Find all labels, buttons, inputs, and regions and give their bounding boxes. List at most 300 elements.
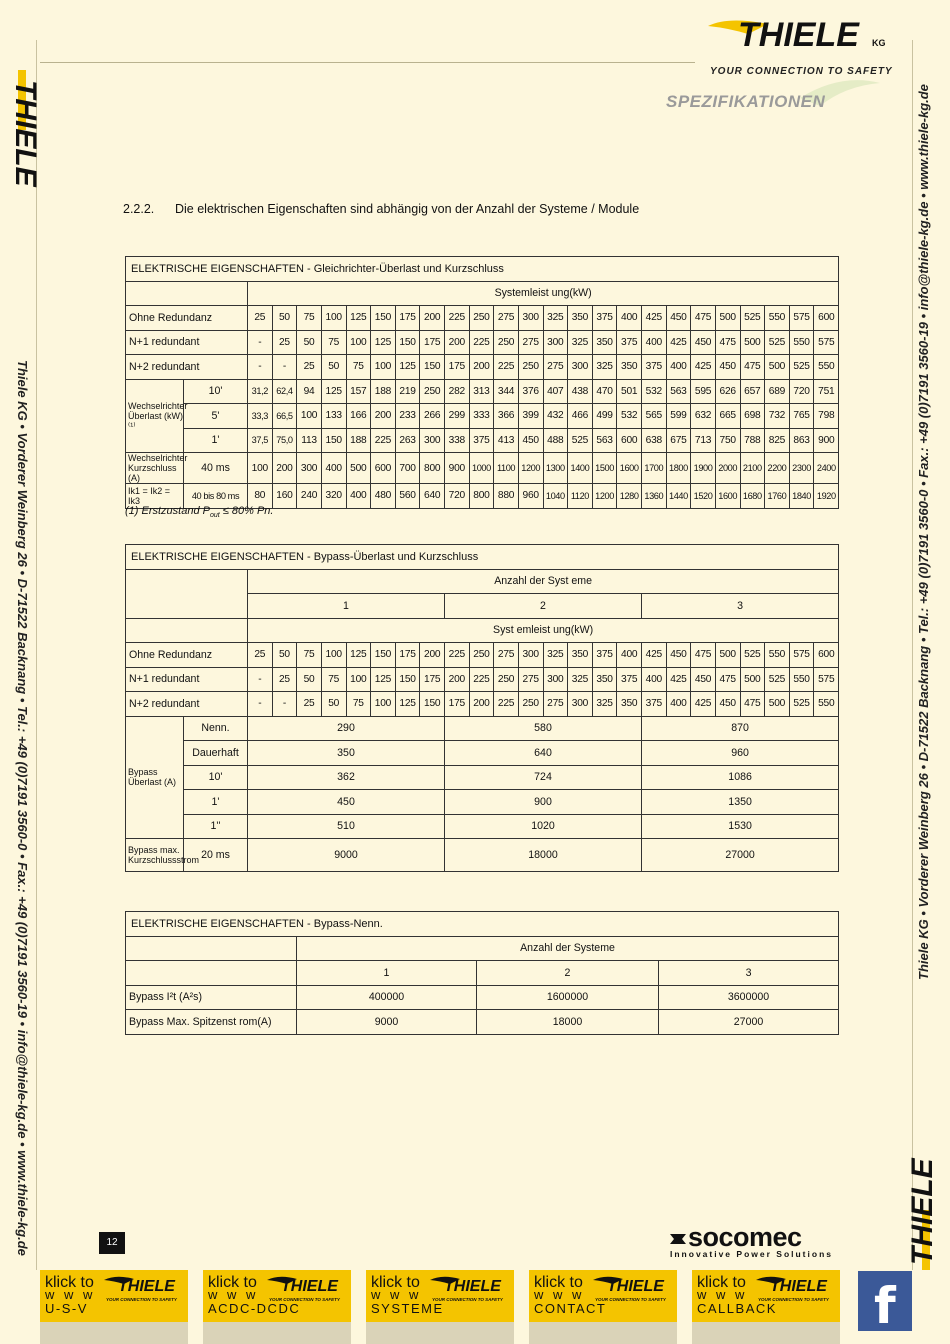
button-label: U-S-V: [45, 1301, 88, 1316]
table-cell: 425: [642, 306, 667, 331]
table-cell: 1040: [543, 484, 568, 509]
row-label: 5': [184, 404, 248, 429]
nav-button-u-s-v[interactable]: [40, 1270, 188, 1330]
table-row: [126, 985, 839, 1010]
table-cell: 500: [765, 355, 790, 380]
table-cell: 399: [518, 404, 543, 429]
table-cell: 225: [469, 667, 494, 692]
brand-text: THIELE: [738, 16, 859, 54]
nav-button-callback[interactable]: [692, 1270, 840, 1330]
table-cell: 600: [371, 453, 396, 484]
table-cell: 575: [814, 330, 839, 355]
system-count: 2: [445, 594, 642, 619]
table-cell: 638: [642, 428, 667, 453]
table-cell: 133: [321, 404, 346, 429]
table-cell: 525: [765, 330, 790, 355]
table-row: [126, 716, 839, 741]
table-cell: 25: [297, 692, 322, 717]
table-cell: 450: [715, 692, 740, 717]
table-cell: 50: [321, 692, 346, 717]
table-cell: 400: [666, 355, 691, 380]
table-header-row: [126, 618, 839, 643]
table-header-row: [126, 961, 839, 986]
socomec-logo-mark: [668, 1230, 690, 1248]
table-cell: 62,4: [272, 379, 297, 404]
table-cell: 575: [789, 643, 814, 668]
bypass-overload-label: Bypass Überlast (A): [126, 716, 184, 839]
facebook-button[interactable]: [858, 1271, 912, 1335]
table-cell: 350: [592, 330, 617, 355]
table-cell: 480: [371, 484, 396, 509]
table-cell: 500: [765, 692, 790, 717]
table-cell: 2000: [715, 453, 740, 484]
table-cell: 1000: [469, 453, 494, 484]
table-cell: 698: [740, 404, 765, 429]
table-cell: 350: [568, 643, 593, 668]
table-cell: 275: [494, 643, 519, 668]
table-cell: 1520: [691, 484, 716, 509]
table-cell: -: [248, 692, 273, 717]
table-cell: 75: [321, 330, 346, 355]
table-cell: 150: [395, 667, 420, 692]
table-cell: 1200: [592, 484, 617, 509]
button-label: CALLBACK: [697, 1301, 777, 1316]
table-cell: 720: [789, 379, 814, 404]
table-cell: 66,5: [272, 404, 297, 429]
thiele-logo[interactable]: [708, 14, 888, 62]
thiele-mini-logo: [756, 1274, 836, 1296]
table-cell: 290: [248, 716, 445, 741]
table-cell: 1700: [642, 453, 667, 484]
table-cell: 751: [814, 379, 839, 404]
header-divider: [40, 62, 695, 63]
button-shadow: [529, 1322, 677, 1344]
nav-button-acdc-dcdc[interactable]: [203, 1270, 351, 1330]
table-cell: 200: [469, 692, 494, 717]
table-cell: 640: [445, 741, 642, 766]
table-cell: 713: [691, 428, 716, 453]
button-www: w w w: [371, 1287, 422, 1302]
table-row: [126, 741, 839, 766]
table-cell: 900: [445, 453, 470, 484]
table-cell: 94: [297, 379, 322, 404]
table-cell: 200: [272, 453, 297, 484]
svg-text:THIELE: THIELE: [9, 80, 42, 187]
table-cell: 344: [494, 379, 519, 404]
table-cell: 275: [518, 330, 543, 355]
table-cell: 250: [469, 306, 494, 331]
svg-text:THIELE: THIELE: [118, 1278, 175, 1295]
table-cell: 113: [297, 428, 322, 453]
table-cell: 300: [568, 355, 593, 380]
table-cell: 450: [691, 330, 716, 355]
table-cell: 1600: [715, 484, 740, 509]
table-cell: 100: [297, 404, 322, 429]
table-cell: 1300: [543, 453, 568, 484]
table-cell: 33,3: [248, 404, 273, 429]
button-shadow: [40, 1322, 188, 1344]
table-cell: 31,2: [248, 379, 273, 404]
table-cell: 550: [765, 306, 790, 331]
table-cell: 1100: [494, 453, 519, 484]
table-cell: 1350: [642, 790, 839, 815]
row-label: Bypass I²t (A²s): [126, 985, 297, 1010]
table-cell: 125: [321, 379, 346, 404]
blank-cell: [126, 618, 248, 643]
table-cell: 175: [445, 355, 470, 380]
table-cell: 25: [272, 667, 297, 692]
table-cell: 175: [420, 330, 445, 355]
table-cell: 1400: [568, 453, 593, 484]
thiele-mini-logo: [267, 1274, 347, 1296]
table-cell: 275: [543, 692, 568, 717]
table-cell: 250: [420, 379, 445, 404]
svg-text:THIELE: THIELE: [281, 1278, 338, 1295]
table-cell: 275: [518, 667, 543, 692]
table-row: [126, 692, 839, 717]
table-cell: 870: [642, 716, 839, 741]
table-cell: 640: [420, 484, 445, 509]
table-cell: 9000: [297, 1010, 477, 1035]
table-cell: 488: [543, 428, 568, 453]
row-label: 1': [184, 790, 248, 815]
table-cell: 75,0: [272, 428, 297, 453]
table-cell: 350: [617, 692, 642, 717]
table-header-row: [126, 936, 839, 961]
blank-cell: [126, 936, 297, 961]
table-cell: 1760: [765, 484, 790, 509]
table-cell: 550: [789, 330, 814, 355]
table-cell: 1600000: [477, 985, 659, 1010]
bypass-overload-table: [125, 544, 839, 872]
table-cell: 225: [494, 692, 519, 717]
short-circuit-label: Wechselrichter Kurzschluss (A): [126, 453, 184, 484]
column-header: Anzahl der Systeme: [297, 936, 839, 961]
table-row: [126, 643, 839, 668]
table-cell: 1600: [617, 453, 642, 484]
table-cell: 240: [297, 484, 322, 509]
table-cell: 100: [346, 667, 371, 692]
mini-tagline: YOUR CONNECTION TO SAFETY: [432, 1297, 503, 1302]
table-cell: 350: [592, 667, 617, 692]
table-cell: 575: [814, 667, 839, 692]
section-heading: SPEZIFIKATIONEN: [666, 92, 826, 111]
table-cell: 300: [543, 667, 568, 692]
table-cell: 25: [248, 643, 273, 668]
row-label: Ohne Redundanz: [126, 306, 248, 331]
row-label: Ohne Redundanz: [126, 643, 248, 668]
table-cell: 400000: [297, 985, 477, 1010]
table-cell: 450: [691, 667, 716, 692]
table-cell: 250: [469, 643, 494, 668]
button-klick: klick to: [534, 1274, 583, 1291]
table-cell: 689: [765, 379, 790, 404]
table-cell: 550: [789, 667, 814, 692]
table-cell: 100: [248, 453, 273, 484]
table-cell: 400: [617, 643, 642, 668]
button-klick: klick to: [45, 1274, 94, 1291]
table-cell: 400: [346, 484, 371, 509]
short-circuit-sub: Ik1 = Ik2 = Ik3: [126, 484, 184, 509]
button-label: CONTACT: [534, 1301, 607, 1316]
table-cell: -: [248, 355, 273, 380]
table-cell: 825: [765, 428, 790, 453]
table-cell: 550: [814, 355, 839, 380]
table-cell: 75: [297, 643, 322, 668]
table-cell: 413: [494, 428, 519, 453]
row-label: Nenn.: [184, 716, 248, 741]
table-row: [126, 453, 839, 484]
table-cell: 325: [568, 330, 593, 355]
row-label: 40 ms: [184, 453, 248, 484]
system-count: 3: [642, 594, 839, 619]
table-cell: 325: [543, 306, 568, 331]
table-cell: 1086: [642, 765, 839, 790]
table-cell: 425: [691, 692, 716, 717]
table-cell: 175: [420, 667, 445, 692]
table-cell: 657: [740, 379, 765, 404]
table-cell: 225: [494, 355, 519, 380]
table-cell: 219: [395, 379, 420, 404]
table-cell: 150: [395, 330, 420, 355]
table-cell: 338: [445, 428, 470, 453]
table-row: [126, 814, 839, 839]
table-cell: 9000: [248, 839, 445, 872]
contact-strip-left: Thiele KG • Vorderer Weinberg 26 • D-71522 Backnang • Tel.: +49 (0)7191 3560-0 • Fax.: +49 (0)7191 3560-19 • info@thiele-kg.de • www.thiele-kg.de: [15, 360, 30, 1256]
table-cell: 1280: [617, 484, 642, 509]
table-cell: 375: [617, 330, 642, 355]
table-cell: 75: [346, 692, 371, 717]
table-cell: 175: [395, 306, 420, 331]
row-label: N+2 redundant: [126, 692, 248, 717]
section-text: Die elektrischen Eigenschaften sind abhängig von der Anzahl der Systeme / Module: [175, 202, 640, 216]
table-cell: 510: [248, 814, 445, 839]
table-cell: 150: [321, 428, 346, 453]
table-cell: 320: [321, 484, 346, 509]
bypass-nominal-table: [125, 911, 839, 1035]
table-cell: 250: [518, 692, 543, 717]
table-cell: 325: [568, 667, 593, 692]
column-header: Anzahl der Syst eme: [248, 569, 839, 594]
thiele-mini-logo: [430, 1274, 510, 1296]
table-cell: 150: [420, 692, 445, 717]
table-cell: 400: [642, 667, 667, 692]
table-cell: 600: [814, 306, 839, 331]
button-klick: klick to: [208, 1274, 257, 1291]
table-cell: 50: [297, 667, 322, 692]
thiele-side-logo-right: [900, 1080, 940, 1270]
table-cell: 50: [272, 306, 297, 331]
table-cell: 350: [248, 741, 445, 766]
table-cell: 300: [543, 330, 568, 355]
table-cell: 575: [789, 306, 814, 331]
nav-button-contact[interactable]: [529, 1270, 677, 1330]
table-cell: 1360: [642, 484, 667, 509]
table-row: [126, 404, 839, 429]
table-title: ELEKTRISCHE EIGENSCHAFTEN - Gleichrichter-Überlast und Kurzschluss: [126, 257, 839, 282]
table-cell: 225: [371, 428, 396, 453]
table-cell: 632: [691, 404, 716, 429]
table-cell: 225: [445, 306, 470, 331]
svg-text:THIELE: THIELE: [770, 1278, 827, 1295]
table-cell: 375: [592, 306, 617, 331]
row-label: N+1 redundant: [126, 330, 248, 355]
table-cell: 366: [494, 404, 519, 429]
table-cell: 626: [715, 379, 740, 404]
system-count: 3: [659, 961, 839, 986]
button-klick: klick to: [371, 1274, 420, 1291]
table-cell: 560: [395, 484, 420, 509]
table-cell: 407: [543, 379, 568, 404]
table-cell: 900: [814, 428, 839, 453]
table-cell: 1530: [642, 814, 839, 839]
table-cell: 499: [592, 404, 617, 429]
table-cell: 700: [395, 453, 420, 484]
svg-text:THIELE: THIELE: [607, 1278, 664, 1295]
table-cell: 80: [248, 484, 273, 509]
table-cell: 375: [642, 692, 667, 717]
table-cell: 125: [395, 355, 420, 380]
table-cell: 563: [592, 428, 617, 453]
page-number: 12: [99, 1232, 125, 1254]
svg-text:KG: KG: [872, 38, 886, 48]
table-cell: 325: [592, 692, 617, 717]
table-cell: 400: [617, 306, 642, 331]
table-cell: 263: [395, 428, 420, 453]
table-cell: 225: [445, 643, 470, 668]
table-cell: 362: [248, 765, 445, 790]
thiele-mini-logo: [104, 1274, 184, 1296]
table-cell: 2300: [789, 453, 814, 484]
table-cell: 175: [395, 643, 420, 668]
table-cell: 724: [445, 765, 642, 790]
table-cell: 266: [420, 404, 445, 429]
table-cell: 27000: [642, 839, 839, 872]
table-cell: 350: [568, 306, 593, 331]
facebook-icon: f: [874, 1277, 896, 1335]
table-cell: 525: [789, 692, 814, 717]
table-cell: 425: [666, 667, 691, 692]
table-cell: 325: [592, 355, 617, 380]
table-cell: 450: [666, 643, 691, 668]
table-cell: 500: [346, 453, 371, 484]
table-cell: -: [272, 692, 297, 717]
table-cell: 25: [248, 306, 273, 331]
table-row: [126, 306, 839, 331]
button-www: w w w: [208, 1287, 259, 1302]
table-cell: 125: [395, 692, 420, 717]
column-header: Syst emleist ung(kW): [248, 618, 839, 643]
table-cell: 800: [420, 453, 445, 484]
table-cell: 1900: [691, 453, 716, 484]
table-cell: 500: [715, 643, 740, 668]
svg-text:THIELE: THIELE: [906, 1158, 939, 1265]
table-cell: 350: [617, 355, 642, 380]
table-cell: 525: [765, 667, 790, 692]
table-cell: 200: [469, 355, 494, 380]
table-cell: 160: [272, 484, 297, 509]
table-cell: 375: [592, 643, 617, 668]
table-cell: 450: [715, 355, 740, 380]
table-cell: 299: [445, 404, 470, 429]
table-cell: 300: [420, 428, 445, 453]
table-header-row: [126, 281, 839, 306]
mini-tagline: YOUR CONNECTION TO SAFETY: [758, 1297, 829, 1302]
section-number: 2.2.2.: [123, 202, 155, 216]
column-header: Systemleist ung(kW): [248, 281, 839, 306]
table-cell: 250: [494, 330, 519, 355]
table-cell: 166: [346, 404, 371, 429]
table-row: [126, 379, 839, 404]
table-cell: 233: [395, 404, 420, 429]
table-cell: 425: [691, 355, 716, 380]
table-row: [126, 765, 839, 790]
row-label: 10': [184, 765, 248, 790]
socomec-logo[interactable]: socomec: [688, 1222, 802, 1252]
table-cell: 100: [371, 355, 396, 380]
table-cell: 50: [272, 643, 297, 668]
row-label: Bypass Max. Spitzenst rom(A): [126, 1010, 297, 1035]
table-cell: 250: [494, 667, 519, 692]
table-row: [126, 790, 839, 815]
table-cell: 1500: [592, 453, 617, 484]
table-cell: 732: [765, 404, 790, 429]
row-label: N+2 redundant: [126, 355, 248, 380]
table-cell: 300: [297, 453, 322, 484]
table-cell: 125: [371, 330, 396, 355]
tagline: YOUR CONNECTION TO SAFETY: [710, 66, 893, 77]
table-cell: 100: [346, 330, 371, 355]
button-shadow: [692, 1322, 840, 1344]
table-cell: 200: [445, 330, 470, 355]
table-cell: 1440: [666, 484, 691, 509]
button-shadow: [366, 1322, 514, 1344]
table-cell: 18000: [477, 1010, 659, 1035]
table-title-row: [126, 257, 839, 282]
table-cell: 100: [321, 643, 346, 668]
table-cell: 798: [814, 404, 839, 429]
table-cell: 400: [666, 692, 691, 717]
table-cell: 532: [642, 379, 667, 404]
rectifier-overload-table: [125, 256, 839, 509]
table-cell: 125: [346, 643, 371, 668]
system-count: 1: [248, 594, 445, 619]
table-cell: 425: [666, 330, 691, 355]
table-cell: 432: [543, 404, 568, 429]
table-cell: 475: [740, 355, 765, 380]
table-cell: -: [272, 355, 297, 380]
table-cell: 600: [814, 643, 839, 668]
button-shadow: [203, 1322, 351, 1344]
table-row: [126, 428, 839, 453]
svg-text:THIELE: THIELE: [444, 1278, 501, 1295]
inverter-overload-label: Wechselrichter Überlast (kW)⁽¹⁾: [126, 379, 184, 453]
table-cell: 200: [420, 306, 445, 331]
button-klick: klick to: [697, 1274, 746, 1291]
table-cell: 500: [740, 330, 765, 355]
nav-button-systeme[interactable]: [366, 1270, 514, 1330]
table-row: [126, 1010, 839, 1035]
table-cell: 3600000: [659, 985, 839, 1010]
table-cell: 200: [445, 667, 470, 692]
table-cell: 400: [321, 453, 346, 484]
mini-tagline: YOUR CONNECTION TO SAFETY: [595, 1297, 666, 1302]
table-cell: 37,5: [248, 428, 273, 453]
table-cell: 275: [543, 355, 568, 380]
table-cell: 18000: [445, 839, 642, 872]
table-cell: 1800: [666, 453, 691, 484]
table-cell: 750: [715, 428, 740, 453]
